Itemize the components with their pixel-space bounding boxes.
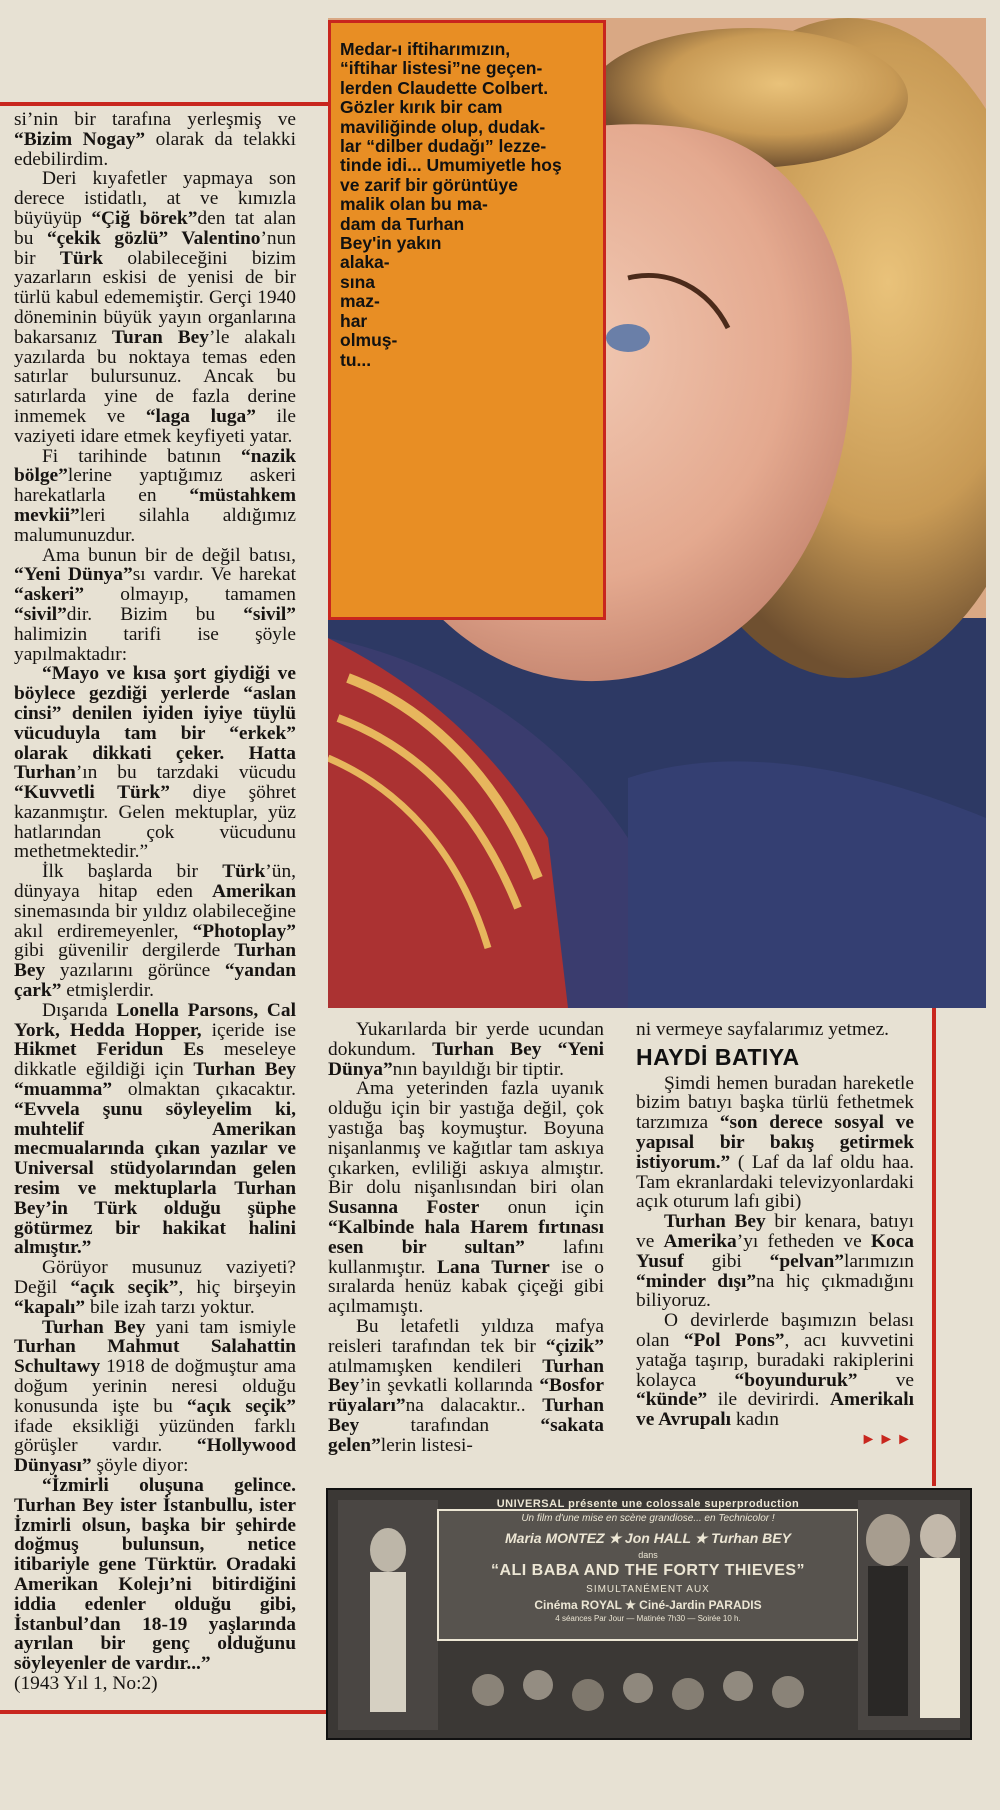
text-run: bir kenara, batıyı ve xyxy=(636,1211,914,1252)
text-run: , hiç birşeyin xyxy=(178,1277,296,1299)
text-run: halimizin tarifi ise şöyle yapılmaktadır: xyxy=(14,623,296,665)
paragraph xyxy=(636,1212,914,1311)
bold-run: “künde” xyxy=(636,1389,708,1411)
bold-run: “nazik bölge” xyxy=(14,445,296,487)
bold-run: “çizik” xyxy=(545,1335,604,1357)
caption-line: alaka- xyxy=(340,252,390,273)
bold-run: “Hollywood Dünyası” xyxy=(14,1435,296,1477)
text-run: na dalacaktır.. xyxy=(405,1395,543,1417)
text-run: Yukarılarda bir yerde ucundan dokundum. xyxy=(328,1019,604,1060)
caption-line: dam da Turhan xyxy=(340,213,465,234)
caption-line: maz- xyxy=(340,291,380,312)
caption-line: sına xyxy=(340,271,376,292)
bold-run: “Yeni Dünya” xyxy=(14,564,133,586)
bold-run: “müstahkem mevkii” xyxy=(14,485,296,526)
text-run: ’ün, dünyaya hitap eden xyxy=(14,861,296,903)
bold-run: “çekik gözlü” Valentino xyxy=(46,227,261,249)
text-run: dir. Bizim bu xyxy=(66,603,244,625)
bold-run: “Evvela şunu söyleyelim ki, muhtelif Amerikan mecmualarında çıkan yazılar ve Universal stüdyolarından gelen resim ve mektuplarla Turhan Bey’in Türk olduğu şüphe götürmez bir hakikat halini almıştır.” xyxy=(14,1098,296,1259)
bold-run: Turhan Bey xyxy=(328,1355,604,1397)
text-run: ile vaziyeti idare etmek keyfiyeti yatar. xyxy=(14,405,296,447)
caption-line: har xyxy=(340,310,368,331)
paragraph xyxy=(14,447,296,546)
bold-run: “pelvan” xyxy=(769,1250,844,1272)
text-run: ve xyxy=(857,1369,914,1391)
bold-run: Turhan Bey xyxy=(664,1211,766,1233)
bold-run: “Photoplay” xyxy=(192,920,296,942)
section-heading: HAYDİ BATIYA xyxy=(636,1043,800,1070)
bold-run: “açık seçik” xyxy=(186,1395,296,1417)
poster-line: SIMULTANÉMENT AUX xyxy=(586,1584,710,1595)
text-run: si’nin bir tarafına yerleşmiş ve xyxy=(14,109,296,130)
text-run: leri silahla aldığımız malumunuzdur. xyxy=(14,504,296,546)
paragraph xyxy=(14,110,296,169)
paragraph xyxy=(328,1317,604,1456)
photo-caption xyxy=(340,40,610,370)
bold-run: “Yeni Dünya” xyxy=(328,1038,604,1080)
paragraph: ni vermeye sayfalarımız yetmez. xyxy=(636,1019,890,1040)
caption-line: tinde idi... Umumiyetle hoş xyxy=(340,155,562,176)
text-run: olarak da telakki edebilirdim. xyxy=(14,128,296,170)
text-run: ’le alakalı yazılarda bu noktaya temas eden satırlar bulursunuz. Ancak bu satırlarda yine de fazla derine inmemek ve xyxy=(14,326,296,427)
paragraph xyxy=(636,1074,914,1213)
top-red-rule xyxy=(0,102,330,106)
poster-cinemas: Cinéma ROYAL ★ Ciné-Jardin PARADIS xyxy=(534,1598,762,1612)
paragraph xyxy=(636,1311,914,1430)
bold-run: “sivil” xyxy=(14,603,67,625)
bold-run: Lonella Parsons, Cal York, Hedda Hopper, xyxy=(14,999,296,1041)
bold-run: Koca Yusuf xyxy=(636,1230,914,1272)
bold-run: Hikmet Feridun Es xyxy=(14,1039,204,1061)
bold-run: “açık seçik” xyxy=(70,1277,179,1299)
bold-run: Turan Bey xyxy=(111,326,209,348)
text-run: olmaktan çıkacaktır. xyxy=(112,1079,296,1101)
bold-run: Amerika xyxy=(663,1230,737,1252)
bold-run: “boyunduruk” xyxy=(734,1369,858,1391)
text-run: na hiç çıkmadığını biliyoruz. xyxy=(636,1270,914,1312)
bold-run: Susanna Foster xyxy=(328,1197,480,1219)
bold-run: “askeri” xyxy=(14,584,85,606)
article-column-2 xyxy=(328,1020,604,1456)
poster-text xyxy=(448,1498,848,1623)
text-run: ’nun bir xyxy=(14,227,296,269)
text-run: gibi xyxy=(683,1250,770,1272)
caption-line: malik olan bu ma- xyxy=(340,194,488,215)
text-run: ifade eksikliği yüzünden farklı görüşler vardır. xyxy=(14,1415,296,1457)
text-run: ’ın bu tarzdaki vücudu xyxy=(75,762,296,784)
article-column-3 xyxy=(636,1020,914,1450)
text-run: Dışarıda xyxy=(42,999,117,1021)
bold-run: “Bosfor rüyaları” xyxy=(328,1375,604,1417)
bold-run: “sivil” xyxy=(243,603,296,625)
text-run: yazılarını görünce xyxy=(45,960,225,982)
paragraph xyxy=(14,1318,296,1476)
text-run: sinemasında bir yıldız olabileceğine akıl erdiremeyenler, xyxy=(14,900,296,942)
bold-run: “Kuvvetli Türk” xyxy=(14,782,170,804)
bold-run: “Bizim Nogay” xyxy=(14,128,146,150)
bold-run: “son derece sosyal ve yapısal bir bakış getirmek istiyorum.” xyxy=(636,1112,914,1173)
text-run: larımızın xyxy=(844,1250,914,1272)
text-run: gibi güvenilir dergilerde xyxy=(14,940,235,962)
paragraph xyxy=(14,169,296,446)
caption-line: lerden Claudette Colbert. xyxy=(340,77,549,98)
text-run: ( Laf da laf oldu haa. Tam ekranlardaki televizyonlardaki açık oturum lafı gibi) xyxy=(636,1151,914,1213)
poster-line: dans xyxy=(638,1550,658,1560)
paragraph xyxy=(14,546,296,665)
bold-run: “sakata gelen” xyxy=(328,1414,604,1456)
text-run: Deri kıyafetler yapmaya son derece istidatlı, at ve kımızla büyüyüp xyxy=(14,168,296,229)
continue-arrows: ►►► xyxy=(860,1430,914,1448)
text-run: ile devirirdi. xyxy=(707,1389,830,1411)
text-run: meseleye dikkatle eğildiği için xyxy=(14,1039,296,1081)
text-run: lerine yaptığımız askeri harekatlarla en xyxy=(14,465,296,507)
bold-run: Lana Turner xyxy=(436,1256,550,1278)
text-run: İlk başlarda bir xyxy=(42,861,223,883)
bottom-red-rule xyxy=(0,1710,326,1714)
bold-run: Turhan Bey xyxy=(432,1038,542,1060)
bold-run: Amerikan xyxy=(211,881,296,903)
caption-line: olmuş- xyxy=(340,330,398,351)
bold-run: “minder dışı” xyxy=(636,1270,757,1292)
citation: (1943 Yıl 1, No:2) xyxy=(14,1672,158,1694)
text-run: Bu letafetli yıldıza mafya reisleri tarafından tek bir xyxy=(328,1315,604,1357)
text-run: nın bayıldığı bir tiptir. xyxy=(392,1058,564,1080)
text-run: O devirlerde başımızın belası olan xyxy=(636,1310,914,1351)
text-run: olmayıp, tamamen xyxy=(84,584,296,606)
film-poster xyxy=(326,1488,972,1740)
bold-run: “Mayo ve kısa şort giydiği ve böylece gezdiği yerlerde “aslan cinsi” denilen iyiden iyiye tüylü vücuduyla tam bir “erkek” olarak dikkati çeker. Hatta Turhan xyxy=(14,663,296,784)
caption-line: Bey'in yakın xyxy=(340,233,442,254)
caption-line: ve zarif bir görüntüye xyxy=(340,174,518,195)
bold-run: Turhan Bey xyxy=(42,1316,146,1338)
text-run: kadın xyxy=(730,1409,779,1431)
bold-run: Turhan Bey xyxy=(328,1395,604,1436)
poster-line: Un film d'une mise en scène grandiose... en Technicolor ! xyxy=(521,1513,775,1524)
caption-line: Gözler kırık bir cam xyxy=(340,97,503,118)
bold-run: Turhan Bey xyxy=(14,940,296,982)
text-run: içeride ise xyxy=(201,1019,297,1041)
bold-run: Türk xyxy=(222,861,266,883)
poster-cast: Maria MONTEZ ★ Jon HALL ★ Turhan BEY xyxy=(505,1530,791,1546)
bold-run: “yandan çark” xyxy=(14,960,296,1002)
bold-run: “Çiğ börek” xyxy=(91,207,198,229)
caption-line: maviliğinde olup, dudak- xyxy=(340,116,546,137)
text-run: olabileceğini bizim yazarların eskisi de yenisi de bir türlü kabul edememiştir. Gerçi 1940 döneminin büyük yayın organlarına bakarsanız xyxy=(14,247,296,348)
paragraph xyxy=(328,1020,604,1079)
bold-run: “kapalı” xyxy=(14,1296,86,1318)
paragraph xyxy=(14,664,296,862)
article-column-1 xyxy=(14,110,296,1694)
text-run: etmişlerdir. xyxy=(61,980,155,1002)
caption-line: Medar-ı iftiharımızın, xyxy=(340,39,511,59)
text-run: lafını kullanmıştır. xyxy=(328,1236,604,1278)
text-run: Ama bunun bir de değil batısı, xyxy=(42,544,296,566)
text-run: den tat alan bu xyxy=(14,207,297,249)
text-run: ’yı fetheden ve xyxy=(736,1230,871,1252)
text-run: , acı kuvvetini yatağa taşırıp, buradaki rakiplerini kolayca xyxy=(636,1329,915,1391)
caption-line: lar “dilber dudağı” lezze- xyxy=(340,136,547,157)
text-run: tarafından xyxy=(359,1414,541,1436)
text-run: Görüyor musunuz vaziyeti? Değil xyxy=(14,1257,296,1299)
bold-run: “muamma” xyxy=(14,1079,113,1101)
bold-run: “Kalbinde hala Harem fırtınası esen bir sultan” xyxy=(328,1216,604,1258)
text-run: Şimdi hemen buradan hareketle bizim batıyı başka türlü fethetmek tarzımıza xyxy=(636,1072,914,1134)
bold-run: “Pol Pons” xyxy=(683,1329,785,1351)
text-run: Ama yeterinden fazla uyanık olduğu için bir yastığa değil, çok yastığa baş koymuştur. Boyuna nişanlanmış ve kağıtlar tam askıya çıkarken, evliliği askıya almıştır. Bir dolu nişanlısından biri olan xyxy=(328,1078,604,1199)
caption-line: tu... xyxy=(340,349,372,370)
text-run: diye şöhret kazanmıştır. Gelen mektuplar, yüz hatlarından çok vücudunu methetmektedir.” xyxy=(14,782,296,863)
text-run: sı vardır. Ve harekat xyxy=(132,564,296,586)
bold-run: Turhan Mahmut Salahattin Schultawy xyxy=(14,1336,296,1378)
paragraph xyxy=(328,1079,604,1317)
text-run: onun için xyxy=(479,1197,604,1219)
text-run xyxy=(541,1039,557,1060)
text-run: lerin listesi- xyxy=(380,1434,473,1456)
poster-film-title: “ALI BABA AND THE FORTY THIEVES” xyxy=(490,1562,806,1579)
quote-paragraph: “İzmirli oluşuna gelince. Turhan Bey ister İstanbullu, ister İzmirli olsun, başka bir şehirde doğmuş bulunsun, netice itibariyle gene Türktür. Oradaki Amerikan Kolejı’ni bitirdiğini iddia edenler olduğu gibi, İstanbul’dan 18-19 yaşlarında ayrılan bir genç olduğunu söyleyenler de vardır...” xyxy=(14,1474,296,1675)
text-run: Fi tarihinde batının xyxy=(42,445,242,467)
text-run: şöyle diyor: xyxy=(91,1455,189,1477)
paragraph xyxy=(14,862,296,1001)
text-run: 1918 de doğmuştur ama doğum yerinin neresi olduğu konusunda işte bu xyxy=(14,1356,296,1417)
paragraph xyxy=(14,1001,296,1258)
text-run: ’in şevkatli kollarında xyxy=(359,1375,540,1397)
poster-line: 4 séances Par Jour — Matinée 7h30 — Soirée 10 h. xyxy=(555,1614,741,1623)
right-red-rule xyxy=(932,1008,936,1486)
text-run: ise o sıralarda henüz kabak çiçeği gibi açılmamıştı. xyxy=(328,1256,604,1318)
text-run: yani tam ismiyle xyxy=(145,1316,296,1338)
bold-run: “laga luga” xyxy=(145,405,256,427)
text-run: bile izah tarzı yoktur. xyxy=(85,1296,255,1318)
paragraph xyxy=(14,1258,296,1317)
bold-run: Amerikalı ve Avrupalı xyxy=(636,1389,914,1431)
text-run: atılmamışken kendileri xyxy=(328,1355,543,1377)
caption-line: “iftihar listesi”ne geçen- xyxy=(340,58,543,79)
bold-run: Turhan Bey xyxy=(193,1059,297,1081)
poster-line: UNIVERSAL présente une colossale superproduction xyxy=(496,1498,800,1510)
bold-run: Türk xyxy=(59,247,103,269)
